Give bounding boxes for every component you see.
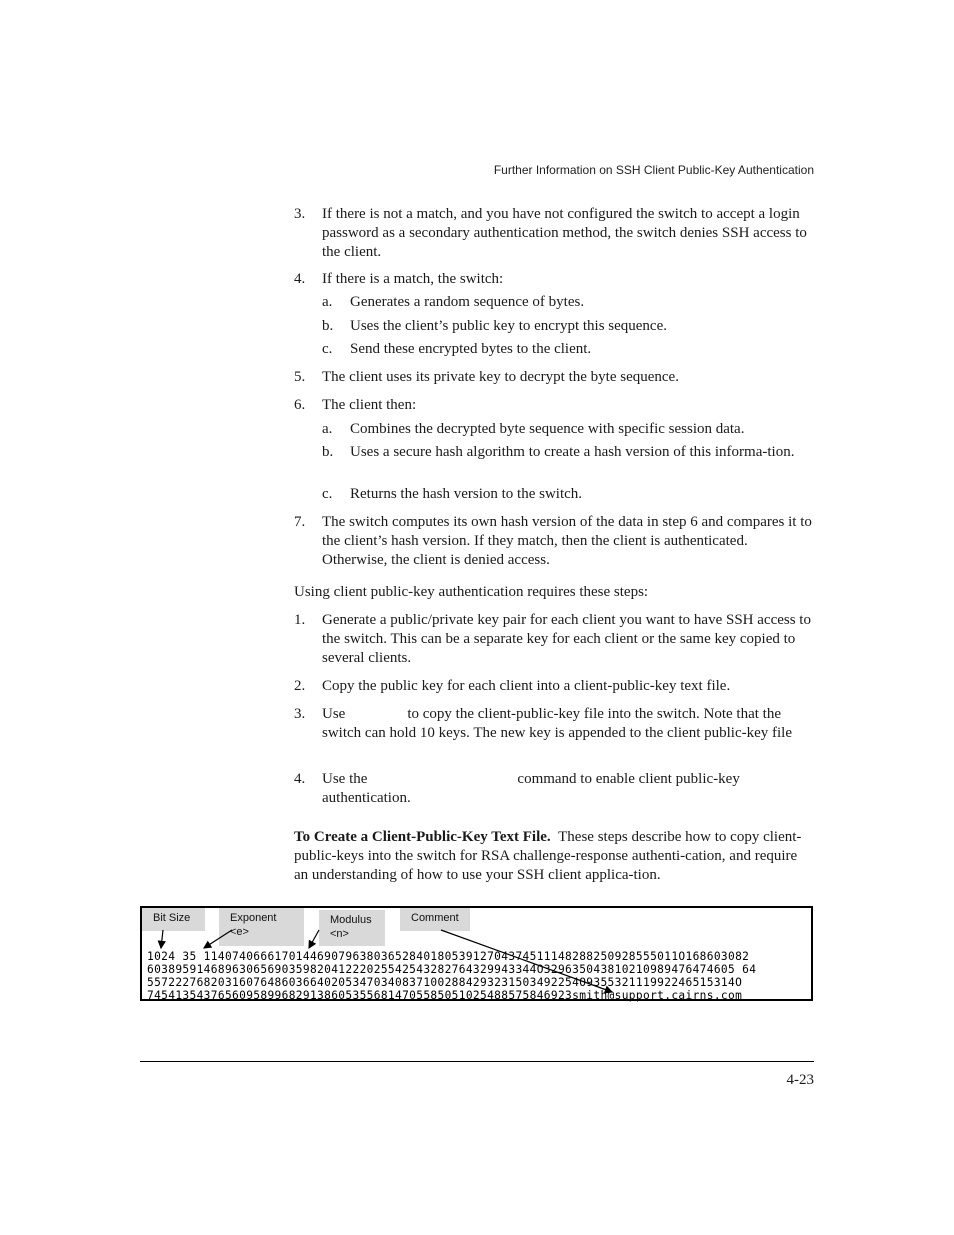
section-text: These steps describe how to copy client-public-keys into the switch for RSA challenge-response authenti-cation, and require an understanding of how to use your SSH client applica-tion. xyxy=(294,829,802,883)
arrow-modulus xyxy=(309,930,319,948)
callout-label: Comment xyxy=(411,912,459,924)
list-number: 7. xyxy=(294,514,306,530)
sub-list-letter: c. xyxy=(322,486,333,502)
section-heading: To Create a Client-Public-Key Text File. xyxy=(294,829,551,845)
list-number: 3. xyxy=(294,206,306,222)
list-text: The switch computes its own hash version of the data in step 6 and compares it to the client’s hash version. If they match, then the client is authenticated. Otherwise, the client is denied access. xyxy=(322,514,812,568)
list-text-start: Use xyxy=(322,706,346,722)
list-number: 3. xyxy=(294,706,306,722)
list-text: Copy the public key for each client into a client-public-key text file. xyxy=(322,678,731,694)
callout-sublabel: <e> xyxy=(230,926,249,938)
key-line: 6038959146896306569035982041222025542543282764329943344O329635043810210989476474605 64 xyxy=(147,963,757,976)
list-text: If there is a match, the switch: xyxy=(322,271,504,287)
callout-label: Modulus xyxy=(330,914,372,926)
list-number: 6. xyxy=(294,397,306,413)
arrow-comment xyxy=(441,930,612,992)
callout-label: Exponent xyxy=(230,912,277,924)
list-text: Generate a public/private key pair for each client you want to have SSH access to the switch. This can be a separate key for each client or the same key copied to several clients. xyxy=(322,612,811,666)
sub-list-text: Generates a random sequence of bytes. xyxy=(350,294,585,310)
page-number: 4-23 xyxy=(786,1072,814,1088)
list-text-end: command to enable client public-key authentication. xyxy=(322,771,740,806)
key-line: 5572227682031607648603664020534703408371002884293231503492254O935532111992246515314O xyxy=(147,976,743,989)
steps-intro: Using client public-key authentication requires these steps: xyxy=(294,584,649,600)
list-number: 5. xyxy=(294,369,306,385)
key-line: 745413543765609589968291386053556814705585051025488575846923smith@support.cairns.com xyxy=(147,989,743,1002)
sub-list-text: Send these encrypted bytes to the client. xyxy=(350,341,592,357)
list-number: 1. xyxy=(294,612,306,628)
callout-sublabel: <n> xyxy=(330,928,349,940)
list-text: The client uses its private key to decrypt the byte sequence. xyxy=(322,369,679,385)
running-header: Further Information on SSH Client Public-Key Authentication xyxy=(493,163,814,177)
list-text xyxy=(322,705,814,743)
list-number: 4. xyxy=(294,271,306,287)
callout-label: Bit Size xyxy=(153,912,191,924)
list-number: 4. xyxy=(294,771,306,787)
sub-list-text: Combines the decrypted byte sequence with specific session data. xyxy=(350,421,745,437)
sub-list-text: Returns the hash version to the switch. xyxy=(350,486,583,502)
sub-list-letter: b. xyxy=(322,318,334,334)
sub-list-letter: b. xyxy=(322,444,334,460)
callout-arrows xyxy=(142,908,811,999)
list-text-start: Use the xyxy=(322,771,368,787)
key-line: 1024 35 1140740666170144690796380365284018053912704374511148288250928555011O168603082 xyxy=(147,950,750,963)
list-text: The client then: xyxy=(322,397,417,413)
arrow-bit-size xyxy=(161,930,163,948)
sub-list-letter: c. xyxy=(322,341,333,357)
list-text xyxy=(322,770,814,808)
list-number: 2. xyxy=(294,678,306,694)
public-key-figure xyxy=(140,906,813,1001)
arrow-exponent xyxy=(204,930,232,948)
footer-rule xyxy=(140,1061,814,1062)
sub-list-letter: a. xyxy=(322,421,333,437)
list-text-end: to copy the client-public-key file into the switch. Note that the switch can hold 10 keys. The new key is appended to the client public-key file xyxy=(322,706,793,741)
section-paragraph xyxy=(294,828,814,885)
sub-list-letter: a. xyxy=(322,294,333,310)
sub-list-text: Uses a secure hash algorithm to create a hash version of this informa-tion. xyxy=(350,444,795,460)
sub-list-text: Uses the client’s public key to encrypt this sequence. xyxy=(350,318,667,334)
list-text: If there is not a match, and you have not configured the switch to accept a login password as a secondary authentication method, the switch denies SSH access to the client. xyxy=(322,206,807,260)
